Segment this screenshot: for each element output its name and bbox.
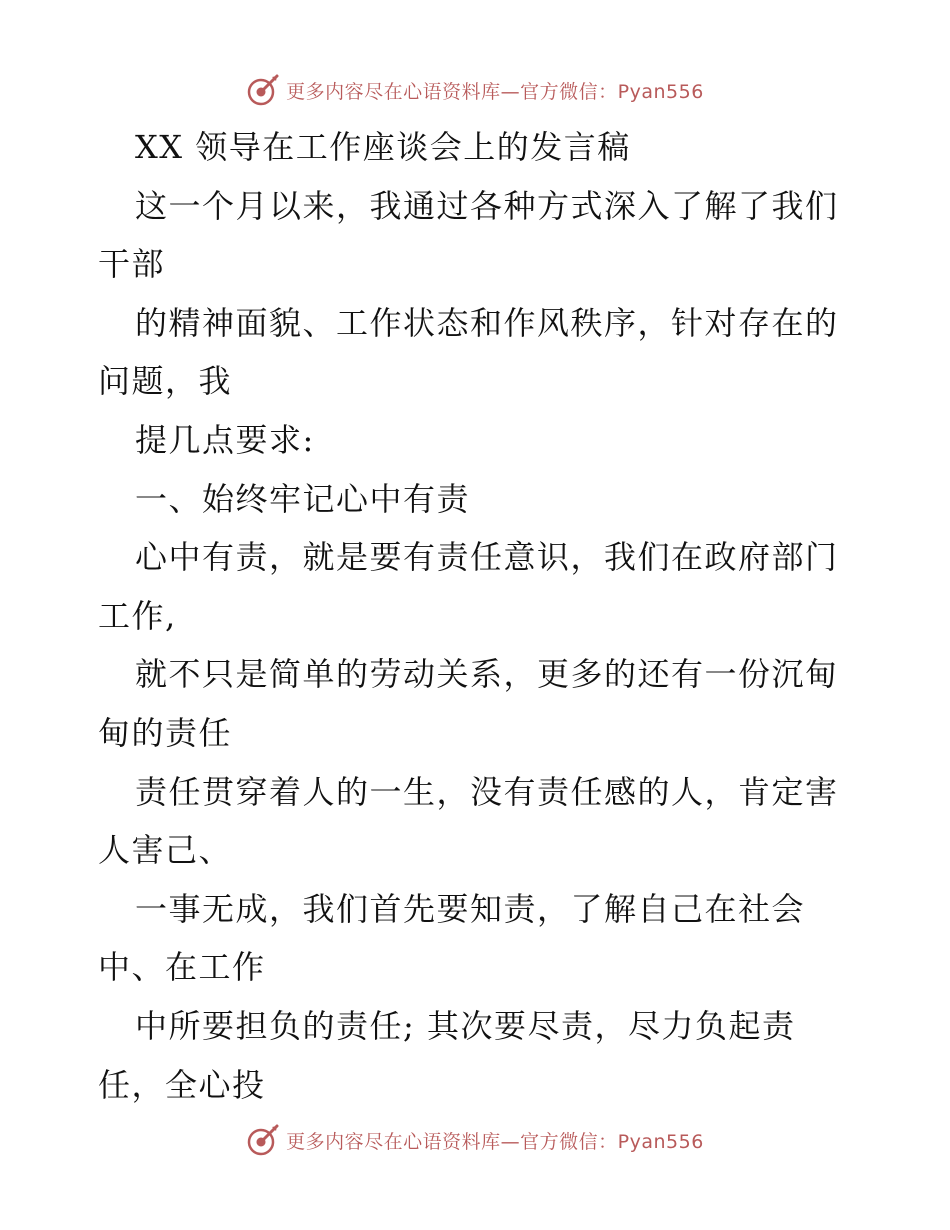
paragraph-line: 甸的责任: [98, 713, 233, 752]
header-banner: [0, 70, 950, 110]
paragraph-line: 一事无成，我们首先要知责，了解自己在社会: [135, 889, 806, 928]
brush-logo-icon: [246, 1123, 280, 1157]
paragraph-line: 这一个月以来，我通过各种方式深入了解了我们: [135, 186, 839, 225]
paragraph-line: 提几点要求:: [135, 420, 315, 459]
footer-banner-text: 更多内容尽在心语资料库—官方微信：Pyan556: [286, 1130, 704, 1153]
document-body: [98, 118, 858, 1114]
paragraph-line: 问题，我: [98, 362, 233, 401]
paragraph-line: 任，全心投: [98, 1065, 266, 1104]
paragraph-line: 中、在工作: [98, 948, 266, 987]
document-title: XX 领导在工作座谈会上的发言稿: [135, 128, 631, 166]
paragraph-line: 心中有责，就是要有责任意识，我们在政府部门: [135, 538, 839, 577]
paragraph-line: 就不只是简单的劳动关系，更多的还有一份沉甸: [135, 655, 839, 694]
paragraph-line: 的精神面貌、工作状态和作风秩序，针对存在的: [135, 303, 839, 342]
footer-banner: [0, 1120, 950, 1160]
section-heading: 一、始终牢记心中有责: [135, 479, 471, 518]
paragraph-line: 工作,: [98, 596, 177, 635]
paragraph-line: 责任贯穿着人的一生，没有责任感的人，肯定害: [135, 772, 839, 811]
paragraph-line: 干部: [98, 245, 166, 284]
brush-logo-icon: [246, 73, 280, 107]
paragraph-line: 中所要担负的责任; 其次要尽责，尽力负起责: [135, 1006, 796, 1045]
paragraph-line: 人害己、: [98, 831, 233, 870]
header-banner-text: 更多内容尽在心语资料库—官方微信：Pyan556: [286, 80, 704, 103]
